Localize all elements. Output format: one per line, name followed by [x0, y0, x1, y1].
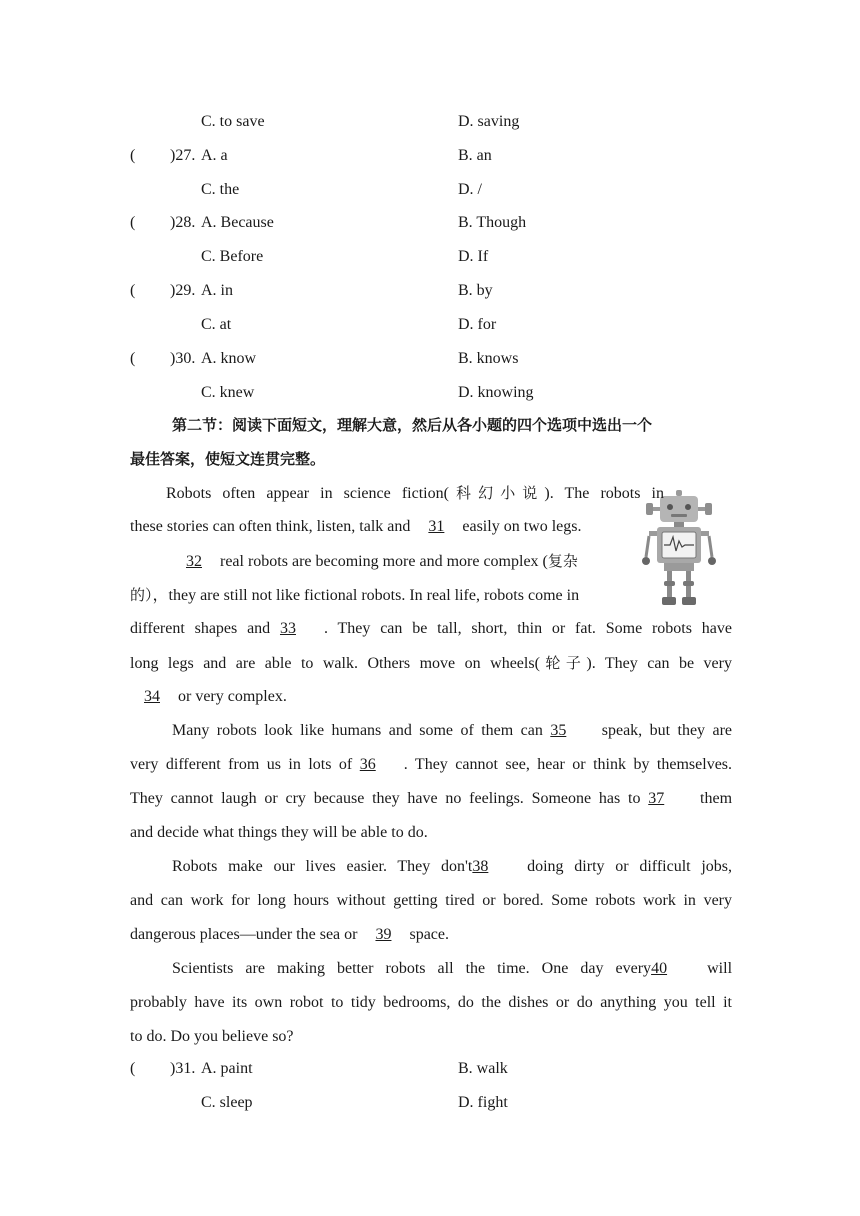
- option-a: A. paint: [201, 1060, 253, 1077]
- question-number: )28.: [170, 214, 196, 231]
- blank-39[interactable]: 39: [375, 926, 392, 943]
- option-c: C. knew: [201, 384, 255, 401]
- option-b: B. walk: [458, 1060, 508, 1077]
- option-c: C. the: [201, 181, 240, 198]
- option-c: C. Before: [201, 248, 264, 265]
- blank-38[interactable]: 38: [472, 858, 489, 875]
- option-row-27cd: [0, 178, 860, 202]
- section-heading: [130, 408, 732, 476]
- blank-35[interactable]: 35: [550, 722, 567, 739]
- passage-line: very different from us in lots of 36 . They cannot see, hear or think by themselves.: [130, 748, 732, 782]
- blank-34[interactable]: 34: [144, 688, 160, 705]
- answer-paren: (: [130, 147, 136, 164]
- passage-line: They cannot laugh or cry because they have no feelings. Someone has to 37 them: [130, 782, 732, 816]
- passage-line: Scientists are making better robots all the time. One day every40 will: [130, 952, 732, 986]
- option-c: C. sleep: [201, 1094, 253, 1111]
- answer-paren: (: [130, 214, 136, 231]
- passage: [130, 476, 732, 1054]
- option-d: D. saving: [458, 113, 520, 130]
- question-number: )30.: [170, 350, 196, 367]
- passage-line: long legs and are able to walk. Others move on wheels(轮子). They can be very: [130, 654, 732, 672]
- passage-line: 的），they are still not like fictional robots. In real life, robots come in: [130, 586, 580, 604]
- option-d: D. knowing: [458, 384, 534, 401]
- option-c: C. at: [201, 316, 232, 333]
- passage-line: Many robots look like humans and some of them can 35 speak, but they are: [130, 714, 732, 748]
- option-a: A. in: [201, 282, 233, 299]
- blank-37[interactable]: 37: [648, 790, 665, 807]
- option-row-27ab: [0, 144, 860, 168]
- option-row-26cd: [0, 110, 860, 134]
- option-row-30cd: [0, 381, 860, 405]
- answer-paren: (: [130, 1060, 136, 1077]
- question-number: )31.: [170, 1060, 196, 1077]
- option-a: A. Because: [201, 214, 274, 231]
- option-a: A. a: [201, 147, 228, 164]
- blank-36[interactable]: 36: [359, 756, 376, 773]
- option-b: B. by: [458, 282, 493, 299]
- passage-line: these stories can often think, listen, talk and 31 easily on two legs.: [130, 510, 630, 544]
- question-number: )29.: [170, 282, 196, 299]
- section-heading-line-1: 第二节：阅读下面短文，理解大意，然后从各小题的四个选项中选出一个: [172, 416, 653, 434]
- passage-line: probably have its own robot to tidy bedrooms, do the dishes or do anything you tell it: [130, 994, 732, 1011]
- answer-paren: (: [130, 350, 136, 367]
- passage-line: different shapes and 33 . They can be tall, short, thin or fat. Some robots have: [130, 612, 732, 646]
- option-row-29cd: [0, 313, 860, 337]
- option-d: D. fight: [458, 1094, 508, 1111]
- passage-line: and can work for long hours without getting tired or bored. Some robots work in very: [130, 892, 732, 909]
- passage-line: Robots often appear in science fiction(科幻小说). The robots in: [166, 484, 665, 502]
- blank-33[interactable]: 33: [279, 620, 296, 637]
- blank-40[interactable]: 40: [651, 960, 668, 977]
- option-row-28ab: [0, 211, 860, 235]
- passage-line: to do. Do you believe so?: [130, 1028, 294, 1045]
- option-row-29ab: [0, 279, 860, 303]
- option-d: D. If: [458, 248, 489, 265]
- option-d: D. /: [458, 181, 482, 198]
- option-c: C. to save: [201, 113, 265, 130]
- option-b: B. Though: [458, 214, 527, 231]
- option-d: D. for: [458, 316, 497, 333]
- option-row-31cd: [0, 1091, 860, 1115]
- option-a: A. know: [201, 350, 257, 367]
- option-row-31ab: [0, 1057, 860, 1081]
- blank-32[interactable]: 32: [186, 553, 202, 570]
- blank-31[interactable]: 31: [428, 518, 445, 535]
- option-b: B. knows: [458, 350, 519, 367]
- option-b: B. an: [458, 147, 492, 164]
- passage-line: 32 real robots are becoming more and more complex (复杂: [130, 544, 630, 578]
- answer-paren: (: [130, 282, 136, 299]
- passage-line: Robots make our lives easier. They don't38 doing dirty or difficult jobs,: [130, 850, 732, 884]
- option-row-28cd: [0, 245, 860, 269]
- passage-line: 34 or very complex.: [130, 680, 732, 714]
- question-number: )27.: [170, 147, 196, 164]
- option-row-30ab: [0, 347, 860, 371]
- passage-line: and decide what things they will be able to do.: [130, 824, 428, 841]
- passage-line: dangerous places—under the sea or 39 space.: [130, 918, 732, 952]
- section-heading-line-2: 最佳答案，使短文连贯完整。: [130, 450, 326, 468]
